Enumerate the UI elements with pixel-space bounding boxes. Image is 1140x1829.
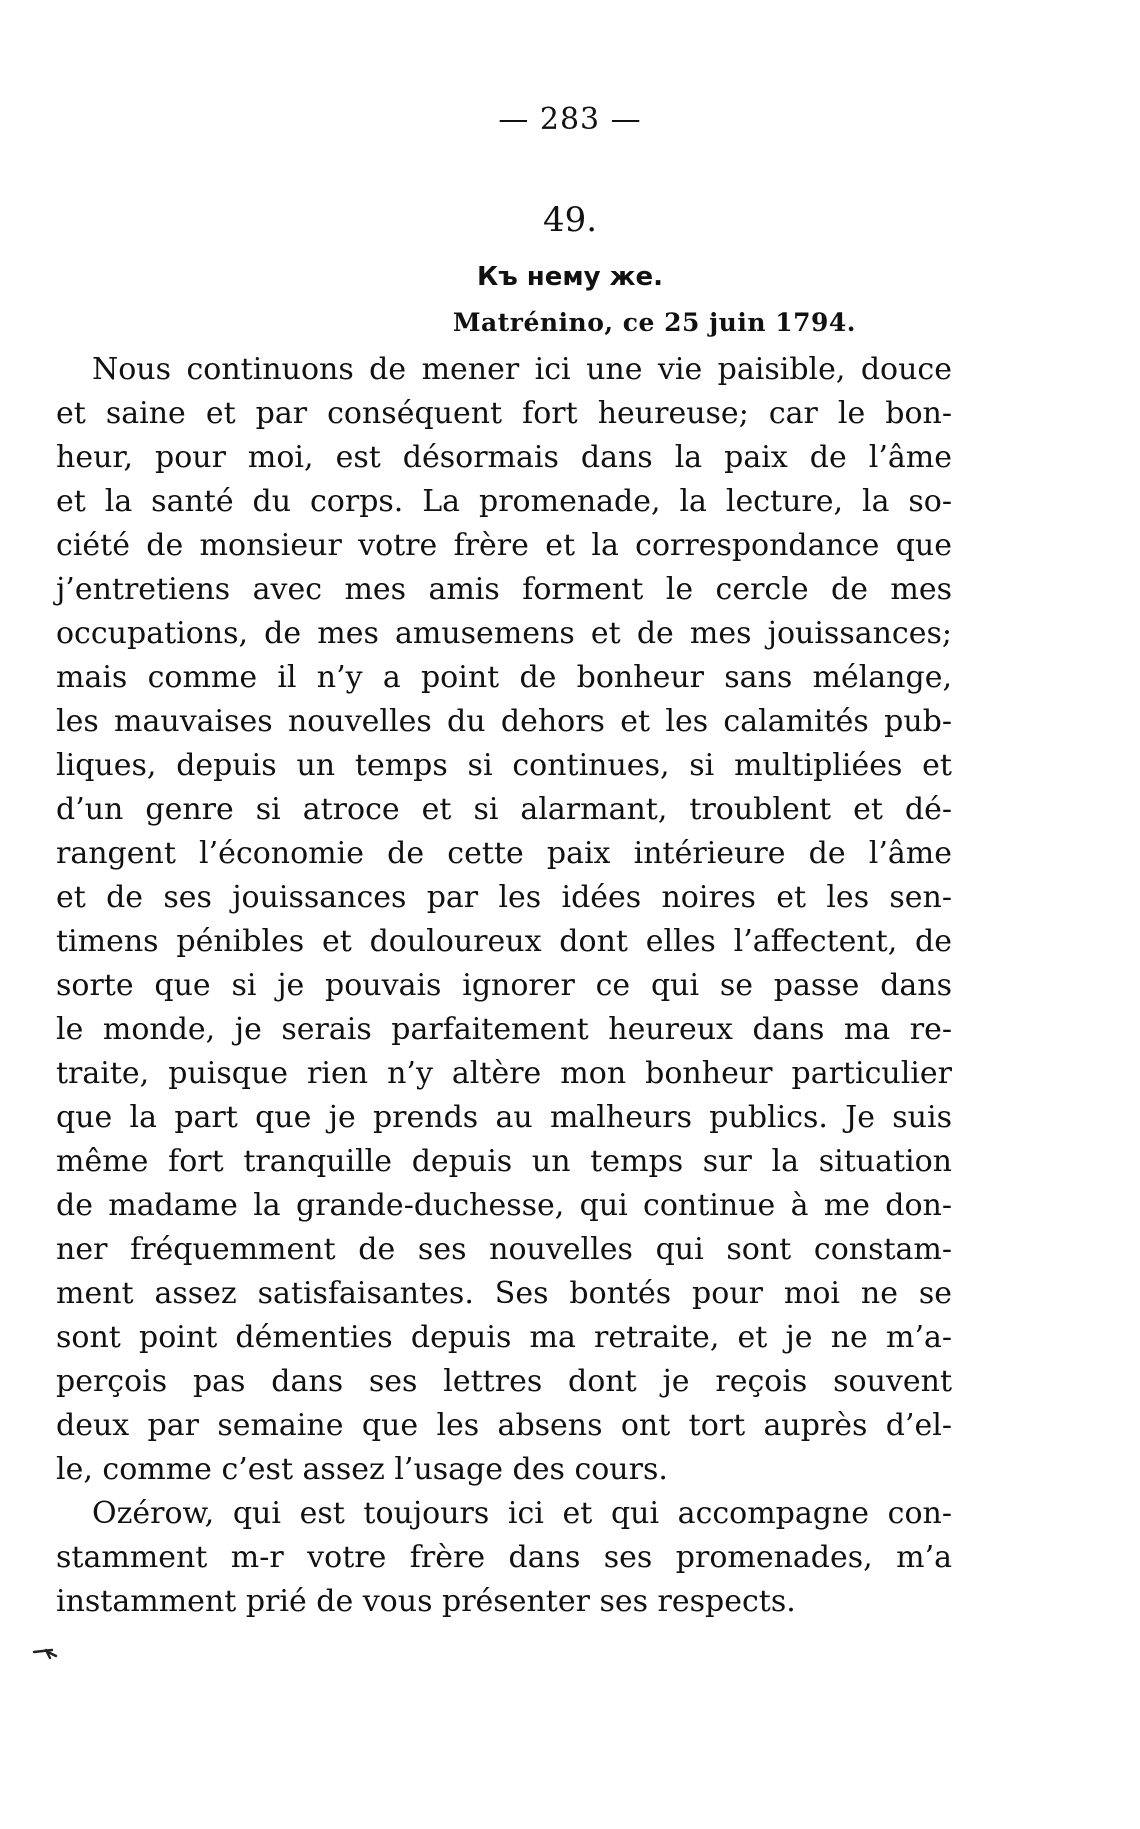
text-line: j’entretiens avec mes amis forment le cercle de mes [56,572,952,607]
text-line: rangent l’économie de cette paix intérieure de l’âme [56,836,952,871]
addressee: Къ нему же. [476,262,664,292]
text-line: perçois pas dans ses lettres dont je reçois souvent [56,1364,952,1399]
text-line: le, comme c’est assez l’usage des cours. [56,1452,668,1487]
text-line: occupations, de mes amusemens et de mes jouissances; [56,616,952,651]
text-line: heur, pour moi, est désormais dans la paix de l’âme [56,440,952,475]
text-line: timens pénibles et douloureux dont elles l’affectent, de [56,924,952,959]
text-line: sorte que si je pouvais ignorer ce qui se passe dans [56,968,952,1003]
text-line: que la part que je prends au malheurs publics. Je suis [56,1100,952,1135]
letter-number: 49. [542,200,598,240]
text-line: et saine et par conséquent fort heureuse; car le bon- [56,396,952,431]
text-line: les mauvaises nouvelles du dehors et les calamités pub- [56,704,952,739]
page-number: — 283 — [498,102,642,137]
ink-mark-icon [32,1640,60,1668]
text-line: traite, puisque rien n’y altère mon bonheur particulier [56,1056,952,1091]
text-line: ment assez satisfaisantes. Ses bontés pour moi ne se [56,1276,952,1311]
text-line: deux par semaine que les absens ont tort auprès d’el- [56,1408,952,1443]
text-line: et la santé du corps. La promenade, la lecture, la so- [56,484,952,519]
text-line: mais comme il n’y a point de bonheur sans mélange, [56,660,952,695]
dateline: Matrénino, ce 25 juin 1794. [452,308,856,337]
text-line: Ozérow, qui est toujours ici et qui accompagne con- [92,1496,952,1531]
text-line: d’un genre si atroce et si alarmant, troublent et dé- [56,792,952,827]
text-line: de madame la grande-duchesse, qui continue à me don- [56,1188,952,1223]
text-line: même fort tranquille depuis un temps sur la situation [56,1144,952,1179]
text-line: Nous continuons de mener ici une vie paisible, douce [92,352,952,387]
text-line: instamment prié de vous présenter ses respects. [56,1584,796,1619]
text-line: ciété de monsieur votre frère et la correspondance que [56,528,952,563]
text-line: ner fréquemment de ses nouvelles qui sont constam- [56,1232,952,1267]
text-line: liques, depuis un temps si continues, si multipliées et [56,748,952,783]
text-line: et de ses jouissances par les idées noires et les sen- [56,880,952,915]
text-line: le monde, je serais parfaitement heureux dans ma re- [56,1012,952,1047]
text-line: stamment m-r votre frère dans ses promenades, m’a [56,1540,952,1575]
text-line: sont point démenties depuis ma retraite, et je ne m’a- [56,1320,952,1355]
